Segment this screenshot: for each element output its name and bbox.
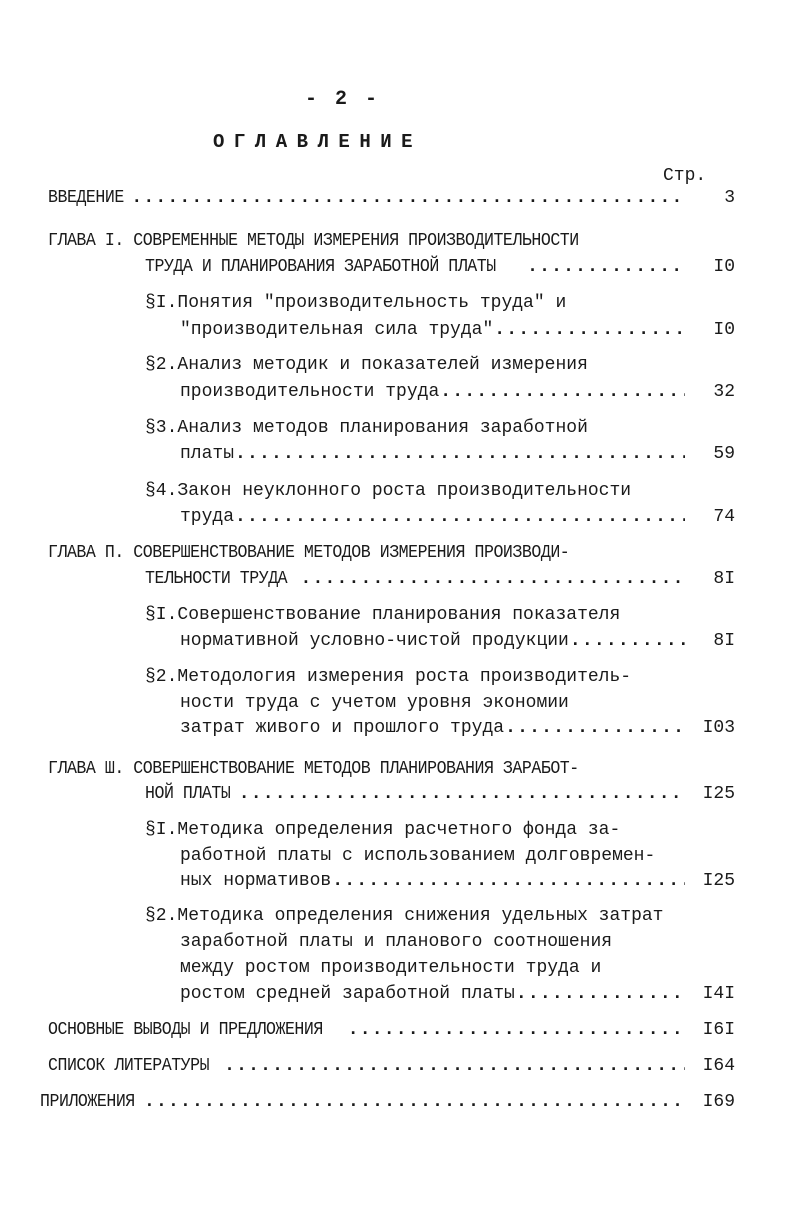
toc-section-2-2-cont2: [180, 716, 735, 740]
toc-page: I25: [702, 871, 735, 891]
toc-text: §3.Анализ методов планирования заработной: [145, 418, 588, 438]
dot-leader: [505, 716, 685, 740]
toc-text: ных нормативов: [180, 871, 332, 891]
toc-entry-introduction: [48, 186, 735, 210]
toc-entry-conclusions: [48, 1018, 735, 1042]
toc-page: 32: [713, 382, 735, 402]
toc-section-1-2-cont: [180, 380, 735, 404]
toc-chapter-3: [48, 757, 625, 781]
toc-text: §2.Методика определения снижения удельных затрат: [145, 906, 664, 926]
toc-section-2-1-cont: [180, 629, 735, 653]
toc-page: 59: [713, 444, 735, 464]
dot-leader: [332, 869, 685, 893]
toc-text: между ростом производительности труда и: [180, 958, 602, 978]
toc-chapter-2-cont: [145, 567, 735, 591]
toc-section-2-2-cont: [180, 691, 569, 715]
toc-section-3-1-cont: [180, 844, 655, 868]
toc-text: СПИСОК ЛИТЕРАТУРЫ: [48, 1056, 210, 1076]
dot-leader: [144, 1090, 685, 1114]
toc-text: ТЕЛЬНОСТИ ТРУДА: [145, 569, 288, 589]
page-column-label: Стр.: [663, 166, 707, 186]
toc-page: I0: [713, 320, 735, 340]
toc-text: ПРИЛОЖЕНИЯ: [40, 1092, 135, 1112]
toc-text: платы: [180, 444, 235, 464]
toc-entry-appendices: [40, 1090, 735, 1114]
toc-text: нормативной условно-чистой продукции: [180, 631, 569, 651]
toc-chapter-1: [48, 229, 625, 253]
toc-section-3-2-cont: [180, 930, 612, 954]
toc-text: ГЛАВА I. СОВРЕМЕННЫЕ МЕТОДЫ ИЗМЕРЕНИЯ ПРОИЗВОДИТЕЛЬНОСТИ: [48, 231, 579, 251]
toc-text: заработной платы и планового соотношения: [180, 932, 613, 952]
toc-chapter-1-cont: [145, 255, 735, 279]
toc-text: "производительная сила труда": [180, 320, 494, 340]
dot-leader: [235, 442, 685, 466]
toc-text: работной платы с использованием долговремен-: [180, 846, 656, 866]
dot-leader: [235, 505, 685, 529]
toc-page: I69: [702, 1092, 735, 1112]
toc-text: §4.Закон неуклонного роста производительности: [145, 481, 632, 501]
dot-leader: [570, 629, 685, 653]
toc-page: I4I: [702, 984, 735, 1004]
toc-page: 8I: [713, 631, 735, 651]
toc-section-1-4: [145, 479, 631, 503]
toc-chapter-3-cont: [145, 782, 735, 806]
page-number: - 2 -: [305, 88, 381, 111]
toc-section-1-3-cont: [180, 442, 735, 466]
toc-page: I64: [702, 1056, 735, 1076]
toc-page: I03: [702, 718, 735, 738]
dot-leader: [131, 186, 685, 210]
toc-section-3-2-cont2: [180, 956, 601, 980]
toc-section-3-2: [145, 904, 663, 928]
toc-text: труда: [180, 507, 235, 527]
toc-text: ГЛАВА П. СОВЕРШЕНСТВОВАНИЕ МЕТОДОВ ИЗМЕРЕНИЯ ПРОИЗВОДИ-: [48, 543, 570, 563]
toc-text: ности труда с учетом уровня экономии: [180, 693, 569, 713]
dot-leader: [301, 567, 685, 591]
toc-text: производительности труда: [180, 382, 440, 402]
toc-section-1-2: [145, 353, 588, 377]
toc-page: 8I: [713, 569, 735, 589]
toc-page: 3: [724, 188, 735, 208]
dot-leader: [348, 1018, 685, 1042]
toc-section-1-3: [145, 416, 588, 440]
dot-leader: [239, 782, 685, 806]
dot-leader: [516, 982, 685, 1006]
toc-section-3-1-cont2: [180, 869, 735, 893]
toc-text: §2.Методология измерения роста производитель-: [145, 667, 632, 687]
toc-section-2-1: [145, 603, 620, 627]
toc-text: §2.Анализ методик и показателей измерения: [145, 355, 588, 375]
toc-section-1-4-cont: [180, 505, 735, 529]
toc-text: ТРУДА И ПЛАНИРОВАНИЯ ЗАРАБОТНОЙ ПЛАТЫ: [145, 257, 496, 277]
dot-leader: [494, 318, 685, 342]
toc-text: ростом средней заработной платы: [180, 984, 515, 1004]
toc-entry-bibliography: [48, 1054, 735, 1078]
toc-text: ВВЕДЕНИЕ: [48, 188, 124, 208]
toc-text: §I.Понятия "производительность труда" и: [145, 293, 567, 313]
toc-section-3-2-cont3: [180, 982, 735, 1006]
toc-text: затрат живого и прошлого труда: [180, 718, 505, 738]
toc-section-2-2: [145, 665, 631, 689]
toc-page: I0: [713, 257, 735, 277]
toc-section-3-1: [145, 818, 620, 842]
toc-page: 74: [713, 507, 735, 527]
toc-text: §I.Совершенствование планирования показателя: [145, 605, 621, 625]
toc-text: ГЛАВА Ш. СОВЕРШЕНСТВОВАНИЕ МЕТОДОВ ПЛАНИРОВАНИЯ ЗАРАБОТ-: [48, 759, 579, 779]
toc-page: I25: [702, 784, 735, 804]
toc-text: §I.Методика определения расчетного фонда за-: [145, 820, 621, 840]
toc-chapter-2: [48, 541, 615, 565]
toc-section-1-1: [145, 291, 566, 315]
toc-text: ОСНОВНЫЕ ВЫВОДЫ И ПРЕДЛОЖЕНИЯ: [48, 1020, 323, 1040]
toc-page: I6I: [702, 1020, 735, 1040]
page-title: ОГЛАВЛЕНИЕ: [213, 131, 423, 153]
toc-text: НОЙ ПЛАТЫ: [145, 784, 231, 804]
dot-leader: [527, 255, 685, 279]
dot-leader: [440, 380, 685, 404]
dot-leader: [224, 1054, 685, 1078]
toc-section-1-1-cont: [180, 318, 735, 342]
